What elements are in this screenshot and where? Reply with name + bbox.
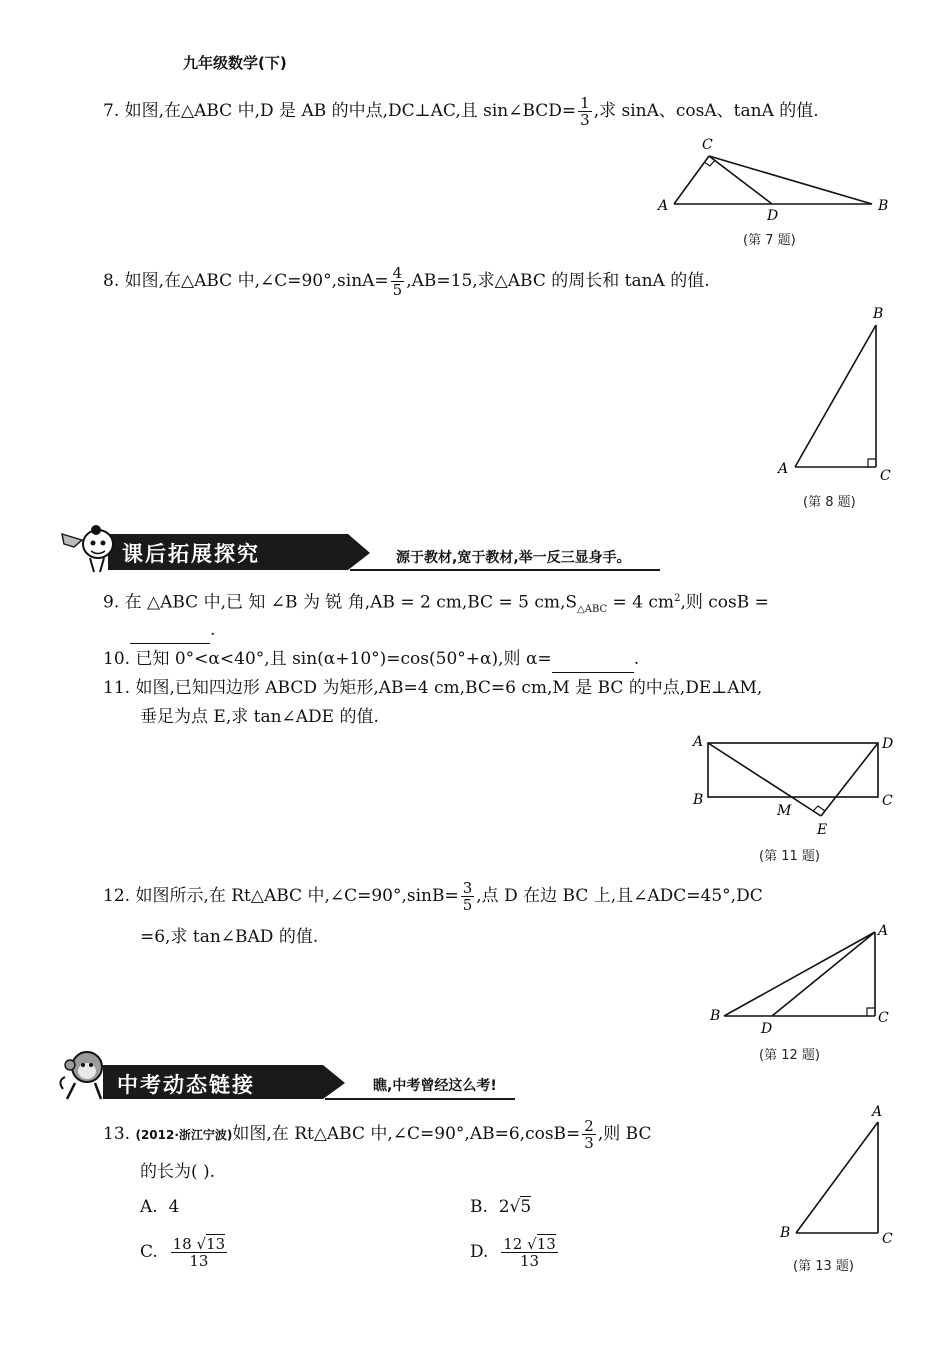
q7-fraction: $\frac{1}{3}$ [580, 94, 590, 129]
q11-label-a: A [693, 734, 704, 750]
q7-label-c: C [702, 137, 713, 153]
q13-fraction: $\frac{2}{3}$ [584, 1117, 594, 1152]
question-11-line-2: 垂足为点 E,求 tan∠ADE 的值. [140, 707, 379, 727]
q11-label-c: C [882, 793, 893, 809]
q7-label-d: D [767, 208, 779, 224]
banner-exam [55, 1045, 515, 1105]
q8-caption: (第 8 题) [803, 495, 856, 510]
q8-label-c: C [880, 468, 891, 484]
q12-text-a: 12. 如图所示,在 Rt△ABC 中,∠C=90°,sinB= [103, 886, 459, 906]
q8-fraction: $\frac{4}{5}$ [392, 264, 403, 299]
q7-label-a: A [658, 198, 669, 214]
page-header: 九年级数学(下) [183, 54, 287, 72]
figure-q8 [770, 300, 900, 485]
question-11-line-1: 11. 如图,已知四边形 ABCD 为矩形,AB=4 cm,BC=6 cm,M 是 BC 的中点,DE⊥AM, [103, 678, 763, 698]
q13-text-a: 如图,在 Rt△ABC 中,∠C=90°,AB=6,cosB= [232, 1124, 581, 1144]
q8-text-a: 8. 如图,在△ABC 中,∠C=90°,sinA= [103, 271, 389, 291]
q11-label-e: E [817, 822, 828, 838]
question-12 [103, 880, 763, 913]
banner-exam-title: 中考动态链接 [117, 1073, 255, 1097]
figure-q11 [685, 730, 900, 840]
figure-q12 [700, 920, 900, 1040]
banner-extension [60, 520, 660, 575]
q8-label-b: B [873, 306, 884, 322]
q12-label-d: D [761, 1021, 773, 1037]
q9-superscript: 2 [674, 593, 681, 604]
sqrt-icon: √ [196, 1235, 207, 1253]
q13-label-c: C [882, 1231, 893, 1247]
q13-option-d[interactable]: D. $\frac{12 √13}{13}$ [470, 1235, 556, 1270]
q7-label-b: B [878, 198, 889, 214]
q13-text-b: ,则 BC [597, 1124, 652, 1144]
q8-label-a: A [778, 461, 789, 477]
sqrt-icon: √ [509, 1197, 521, 1217]
q9-text-a: 9. 在 △ABC 中,已 知 ∠B 为 锐 角,AB = 2 cm,BC = 5 cm,S [103, 592, 578, 613]
question-12-line-2: =6,求 tan∠BAD 的值. [140, 927, 319, 947]
q13-option-a[interactable]: A. 4 [140, 1197, 180, 1217]
q12-fraction: $\frac{3}{5}$ [462, 879, 473, 914]
q13-label-b: B [780, 1225, 791, 1241]
q13-number: 13. [103, 1124, 131, 1144]
sqrt-icon: √ [527, 1235, 537, 1253]
figure-q7 [650, 135, 900, 225]
q9-text-c: ,则 cosB = [680, 592, 769, 613]
monkey-icon [55, 1045, 115, 1103]
mascot-icon [60, 522, 120, 574]
q12-text-b: ,点 D 在边 BC 上,且∠ADC=45°,DC [476, 886, 763, 906]
q12-label-a: A [878, 923, 889, 939]
q13-source: (2012·浙江宁波) [135, 1128, 233, 1142]
q13-caption: (第 13 题) [793, 1259, 854, 1274]
q11-label-m: M [777, 803, 792, 819]
q12-label-c: C [878, 1010, 889, 1026]
question-13-line-2: 的长为( ). [140, 1162, 216, 1182]
q13-option-b[interactable]: B. 2√5 [470, 1197, 532, 1217]
q8-text-b: ,AB=15,求△ABC 的周长和 tanA 的值. [406, 271, 710, 291]
banner-extension-subtitle: 源于教材,宽于教材,举一反三显身手。 [396, 550, 631, 566]
q10-answer-blank[interactable] [552, 650, 634, 673]
question-8 [103, 265, 710, 298]
question-9-answer-line: . [130, 616, 215, 644]
q13-option-c[interactable]: C. $\frac{18 √13}{13}$ [140, 1235, 226, 1270]
q9-text-b: = 4 cm [607, 592, 675, 613]
q13-label-a: A [872, 1104, 883, 1120]
question-10: 10. 已知 0°<α<40°,且 sin(α+10°)=cos(50°+α),则 α= . [103, 645, 639, 673]
q7-caption: (第 7 题) [743, 233, 796, 248]
q9-subscript: △ABC [577, 604, 608, 616]
q10-text-a: 10. 已知 0°<α<40°,且 sin(α+10°)=cos(50°+α),则 α= [103, 649, 552, 669]
q9-answer-blank[interactable] [130, 621, 210, 644]
banner-exam-subtitle: 瞧,中考曾经这么考! [373, 1078, 497, 1094]
q11-label-b: B [693, 792, 704, 808]
q7-text-b: ,求 sinA、cosA、tanA 的值. [593, 101, 819, 121]
banner-extension-title: 课后拓展探究 [122, 542, 260, 566]
q7-text-a: 7. 如图,在△ABC 中,D 是 AB 的中点,DC⊥AC,且 sin∠BCD= [103, 101, 577, 121]
question-7 [103, 95, 819, 128]
q12-label-b: B [710, 1008, 721, 1024]
question-13 [103, 1118, 651, 1151]
q11-label-d: D [882, 736, 894, 752]
q12-caption: (第 12 题) [759, 1048, 820, 1063]
figure-q13 [770, 1100, 900, 1250]
q11-caption: (第 11 题) [759, 849, 820, 864]
